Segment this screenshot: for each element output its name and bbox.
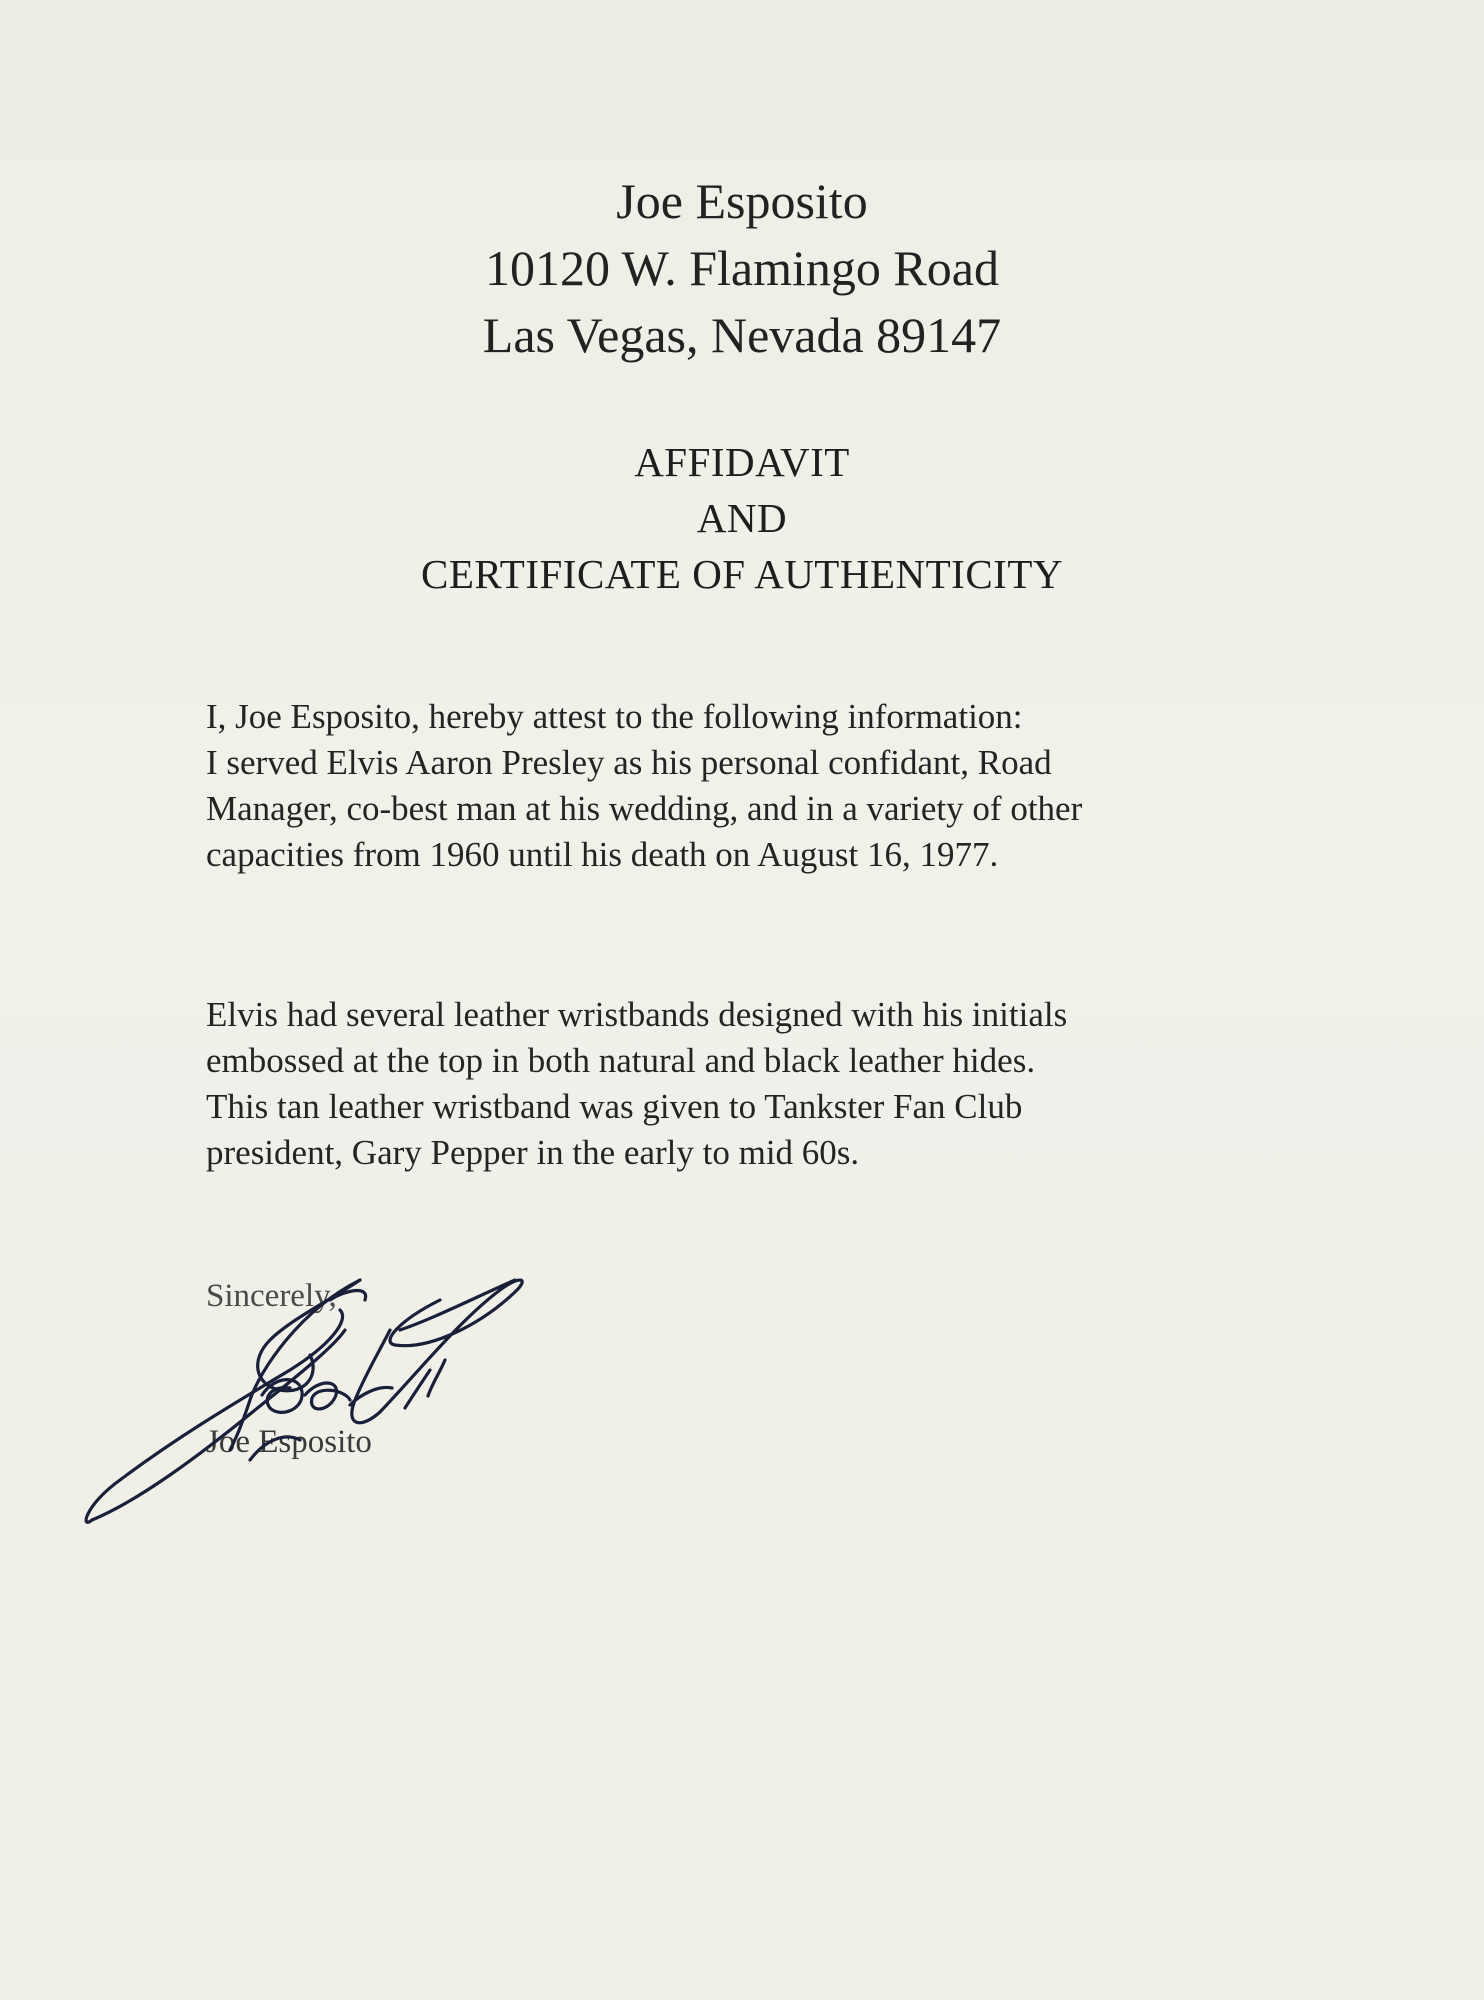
paragraph-line: I, Joe Esposito, hereby attest to the following information: (206, 697, 1023, 736)
paragraph-line: president, Gary Pepper in the early to mid 60s. (206, 1133, 860, 1172)
letterhead-name: Joe Esposito (616, 173, 868, 229)
paragraph-line: This tan leather wristband was given to Tankster Fan Club (206, 1087, 1023, 1126)
document-title (0, 434, 1484, 602)
paragraph-line: Elvis had several leather wristbands designed with his initials (206, 995, 1068, 1034)
letterhead-street: 10120 W. Flamingo Road (485, 240, 999, 296)
paragraph-attestation (206, 694, 1266, 878)
paragraph-line: I served Elvis Aaron Presley as his personal confidant, Road (206, 743, 1052, 782)
paragraph-line: capacities from 1960 until his death on August 16, 1977. (206, 835, 999, 874)
paragraph-wristband (206, 992, 1266, 1176)
letterhead-city: Las Vegas, Nevada 89147 (482, 307, 1002, 363)
title-line-and: AND (696, 495, 788, 541)
paragraph-line: embossed at the top in both natural and black leather hides. (206, 1041, 1036, 1080)
printed-name: Joe Esposito (206, 1424, 372, 1460)
title-line-certificate: CERTIFICATE OF AUTHENTICITY (421, 551, 1063, 597)
letterhead (0, 168, 1484, 369)
valediction: Sincerely, (206, 1278, 337, 1314)
paragraph-line: Manager, co-best man at his wedding, and in a variety of other (206, 789, 1083, 828)
title-line-affidavit: AFFIDAVIT (634, 439, 850, 485)
